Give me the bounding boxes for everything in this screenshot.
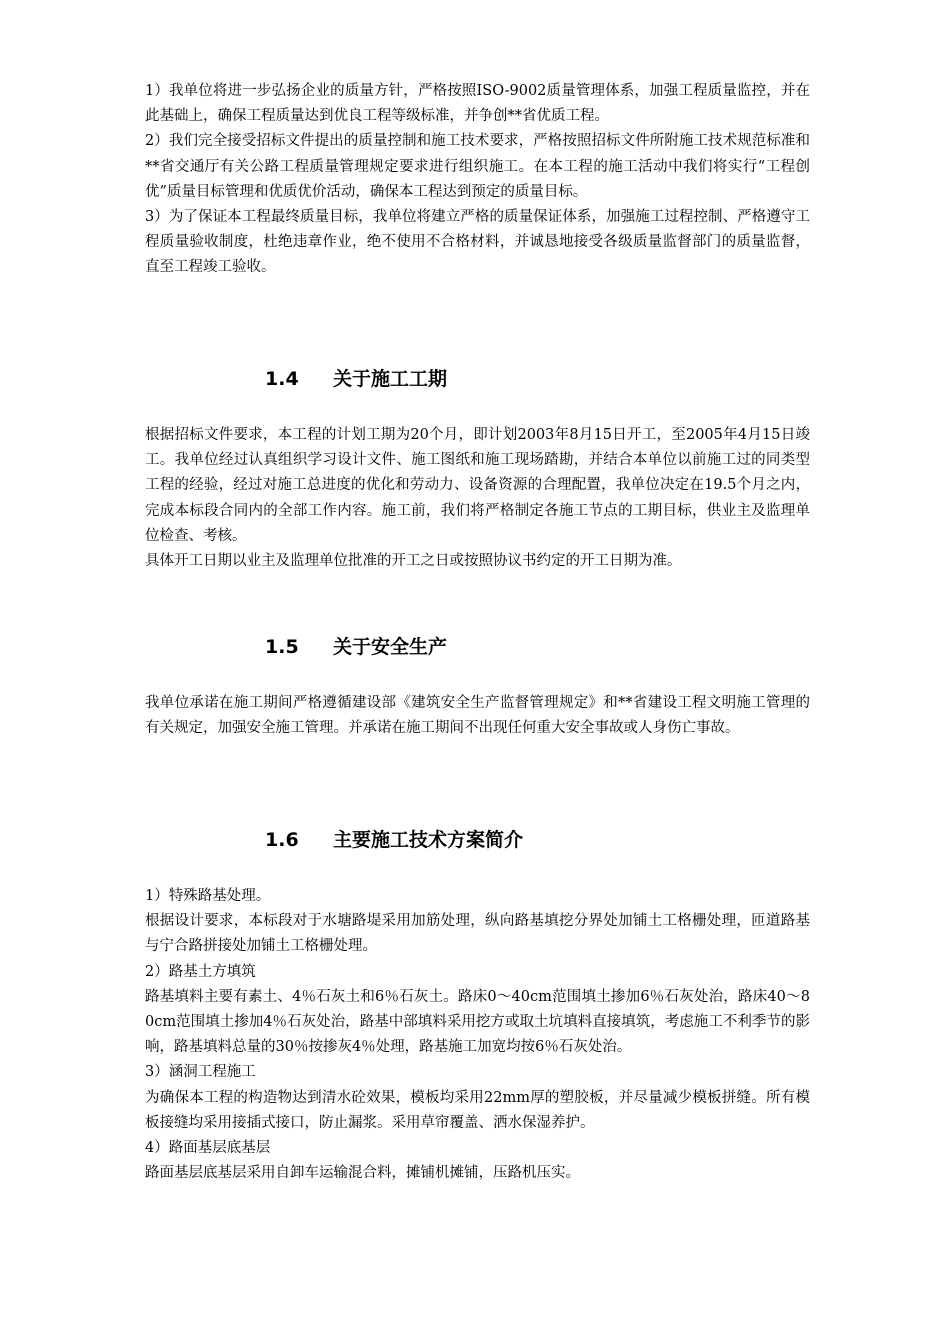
- schedule-paragraph-2: 具体开工日期以业主及监理单位批准的开工之日或按照协议书约定的开工日期为准。: [145, 553, 682, 570]
- safety-section-body: [145, 691, 810, 741]
- section-number: 1.4: [265, 368, 299, 390]
- quality-commitment-section: [145, 79, 810, 281]
- tech-item-heading-2: 2）路基土方填筑: [145, 963, 256, 980]
- section-number: 1.5: [265, 636, 299, 658]
- section-title: 关于施工工期: [333, 368, 448, 390]
- tech-item-heading-3: 3）涵洞工程施工: [145, 1064, 256, 1081]
- tech-paragraph-4: 路面基层底基层采用自卸车运输混合料，摊铺机摊铺，压路机压实。: [145, 1165, 580, 1182]
- schedule-paragraph-1: 根据招标文件要求，本工程的计划工期为20个月，即计划2003年8月15日开工，至2005年4月15日竣工。我单位经过认真组织学习设计文件、施工图纸和施工现场踏勘，并结合本单位以前施工过的同类型工程的经验，经过对施工总进度的优化和劳动力、设备资源的合理配置，我单位决定在19.5个月之内，完成本标段合同内的全部工作内容。施工前，我们将严格制定各施工节点的工期目标，供业主及监理单位检查、考核。: [145, 427, 810, 544]
- section-number: 1.6: [265, 829, 299, 851]
- safety-paragraph-1: 我单位承诺在施工期间严格遵循建设部《建筑安全生产监督管理规定》和**省建设工程文明施工管理的有关规定，加强安全施工管理。并承诺在施工期间不出现任何重大安全事故或人身伤亡事故。: [145, 695, 810, 737]
- section-title: 主要施工技术方案简介: [333, 829, 524, 851]
- quality-paragraph-1: 1）我单位将进一步弘扬企业的质量方针，严格按照ISO-9002质量管理体系，加强工程质量监控，并在此基础上，确保工程质量达到优良工程等级标准，并争创**省优质工程。: [145, 83, 810, 125]
- quality-paragraph-2: 2）我们完全接受招标文件提出的质量控制和施工技术要求，严格按照招标文件所附施工技术规范标准和**省交通厅有关公路工程质量管理规定要求进行组织施工。在本工程的施工活动中我们将实行“工程创优”质量目标管理和优质优价活动，确保本工程达到预定的质量目标。: [145, 133, 810, 200]
- schedule-section-body: [145, 423, 810, 574]
- section-heading-1-5: [265, 632, 447, 659]
- tech-paragraph-3: 为确保本工程的构造物达到清水砼效果，模板均采用22mm厚的塑胶板，并尽量减少模板拼缝。所有模板接缝均采用接插式接口，防止漏浆。采用草帘覆盖、洒水保湿养护。: [145, 1089, 810, 1131]
- section-heading-1-6: [265, 825, 523, 852]
- technical-plan-section-body: [145, 884, 810, 1186]
- section-title: 关于安全生产: [333, 636, 448, 658]
- quality-paragraph-3: 3）为了保证本工程最终质量目标，我单位将建立严格的质量保证体系，加强施工过程控制、严格遵守工程质量验收制度，杜绝违章作业，绝不使用不合格材料，并诚恳地接受各级质量监督部门的质量监督，直至工程竣工验收。: [145, 209, 810, 276]
- tech-paragraph-1: 根据设计要求，本标段对于水塘路堤采用加筋处理，纵向路基填挖分界处加铺土工格栅处理，匝道路基与宁合路拼接处加铺土工格栅处理。: [145, 913, 810, 955]
- tech-item-heading-4: 4）路面基层底基层: [145, 1140, 271, 1157]
- section-heading-1-4: [265, 364, 447, 391]
- tech-item-heading-1: 1）特殊路基处理。: [145, 888, 271, 904]
- tech-paragraph-2: 路基填料主要有素土、4％石灰土和6％石灰土。路床0～40cm范围填土掺加6％石灰处治，路床40～80cm范围填土掺加4％石灰处治，路基中部填料采用挖方或取土坑填料直接填筑，考虑施工不利季节的影响，路基填料总量的30％按掺灰4％处理，路基施工加宽均按6％石灰处治。: [145, 988, 810, 1056]
